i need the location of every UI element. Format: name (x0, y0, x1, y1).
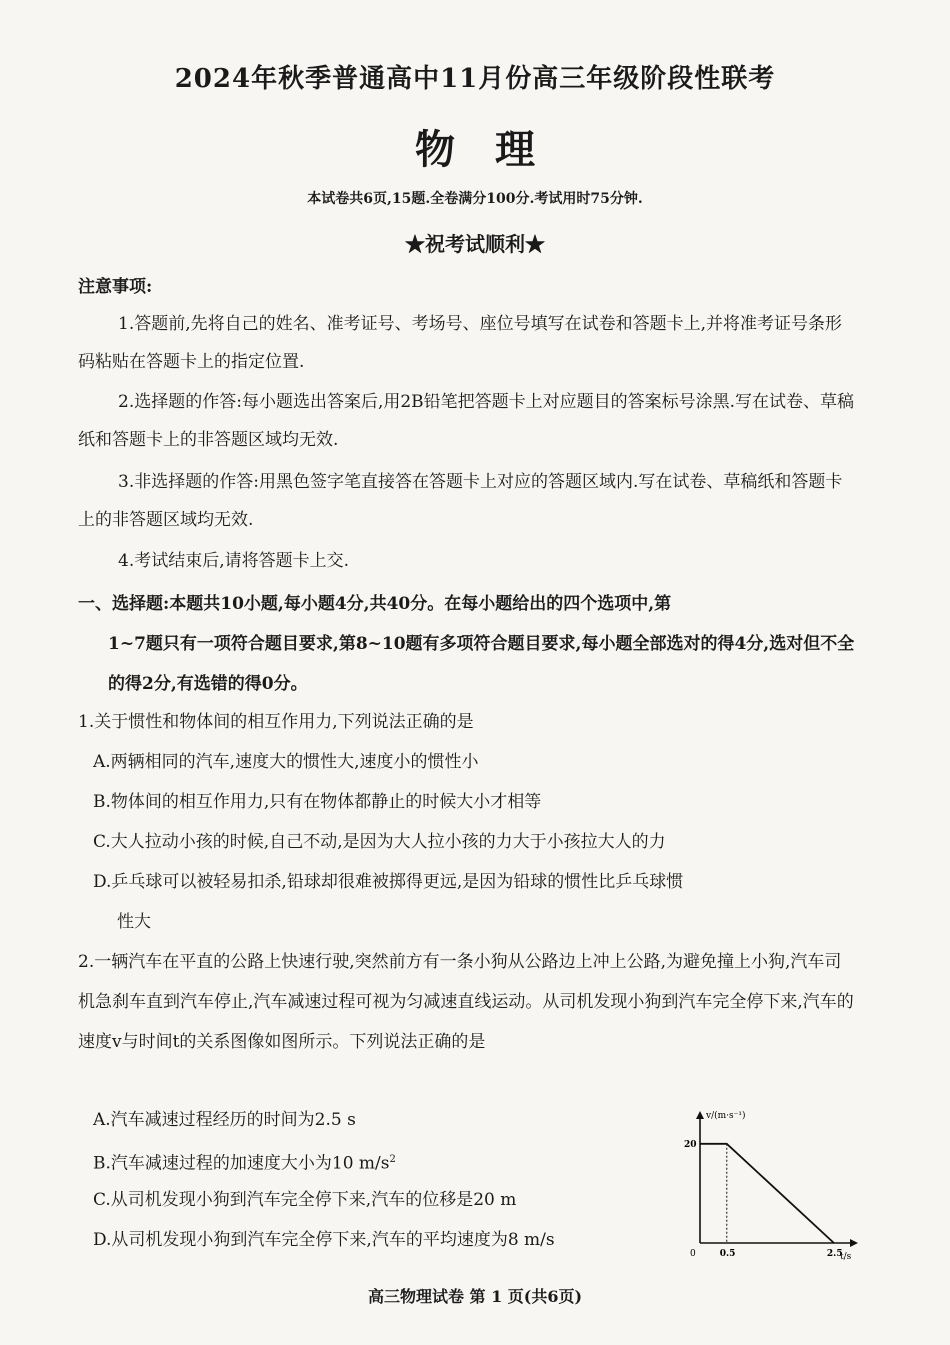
y-axis-label: v/(m·s⁻¹) (706, 1111, 746, 1121)
origin-tick-label: 0 (690, 1249, 696, 1259)
section-lead: 一、选择题:本题共10小题,每小题4分,共40分。在每小题给出的四个选项中,第 (78, 594, 672, 614)
q2-option-c: C.从司机发现小狗到汽车完全停下来,汽车的位移是20 m (93, 1190, 517, 1210)
question-2-stem: 2.一辆汽车在平直的公路上快速行驶,突然前方有一条小狗从公路边上冲上公路,为避免撞上小狗,汽车司机急刹车直到汽车停止,汽车减速过程可视为匀减速直线运动。从司机发现小狗到汽车完全停下来,汽车的速度v与时间t的关系图像如图所示。下列说法正确的是 (78, 952, 854, 1052)
q2-option-d: D.从司机发现小狗到汽车完全停下来,汽车的平均速度为8 m/s (93, 1230, 555, 1250)
x-tick-label: 2.5 (826, 1249, 843, 1259)
notice-heading: 注意事项: (78, 277, 153, 297)
q1-option-c: C.大人拉动小孩的时候,自己不动,是因为大人拉小孩的力大于小孩拉大人的力 (93, 832, 666, 852)
q1-option-d (93, 862, 863, 942)
q1-option-d-line2: 性大 (117, 912, 151, 932)
exam-meta: 本试卷共6页,15题.全卷满分100分.考试用时75分钟. (307, 191, 643, 207)
subject-title: 物理 (415, 126, 575, 173)
exam-title: 2024年秋季普通高中11月份高三年级阶段性联考 (174, 64, 776, 94)
page-footer: 高三物理试卷 第 1 页(共6页) (367, 1287, 583, 1306)
velocity-series-line (700, 1144, 834, 1243)
q2-option-b-sup: 2 (389, 1154, 396, 1165)
question-1-stem: 1.关于惯性和物体间的相互作用力,下列说法正确的是 (78, 712, 474, 732)
q2-option-a: A.汽车减速过程经历的时间为2.5 s (93, 1110, 356, 1130)
velocity-time-graph (680, 1105, 860, 1265)
blessing-line: ★祝考试顺利★ (405, 232, 545, 256)
x-tick-label: 0.5 (719, 1249, 736, 1259)
x-axis-arrow (850, 1239, 858, 1247)
x-axis-label: t/s (840, 1252, 852, 1262)
notice-item: 2.选择题的作答:每小题选出答案后,用2B铅笔把答题卡上对应题目的答案标号涂黑.写在试卷、草稿纸和答题卡上的非答题区域均无效. (78, 392, 855, 450)
q1-option-d-line1: D.乒乓球可以被轻易扣杀,铅球却很难被掷得更远,是因为铅球的惯性比乒乓球惯 (93, 872, 684, 892)
q1-option-b: B.物体间的相互作用力,只有在物体都静止的时候大小才相等 (93, 792, 542, 812)
notice-item: 1.答题前,先将自己的姓名、准考证号、考场号、座位号填写在试卷和答题卡上,并将准考证号条形码粘贴在答题卡上的指定位置. (78, 314, 843, 372)
q2-option-b (93, 1140, 653, 1184)
notice-item: 3.非选择题的作答:用黑色签字笔直接答在答题卡上对应的答题区域内.写在试卷、草稿纸和答题卡上的非答题区域均无效. (78, 472, 843, 530)
q2-option-b-text: B.汽车减速过程的加速度大小为10 m/s (93, 1153, 390, 1174)
q1-option-a: A.两辆相同的汽车,速度大的惯性大,速度小的惯性小 (93, 752, 479, 772)
section-one-instructions (78, 584, 858, 704)
y-tick-label: 20 (684, 1139, 697, 1150)
y-axis-arrow (696, 1111, 704, 1119)
notice-item: 4.考试结束后,请将答题卡上交. (118, 551, 350, 571)
section-continuation: 1~7题只有一项符合题目要求,第8~10题有多项符合题目要求,每小题全部选对的得4分,选对但不全的得2分,有选错的得0分。 (108, 634, 855, 694)
